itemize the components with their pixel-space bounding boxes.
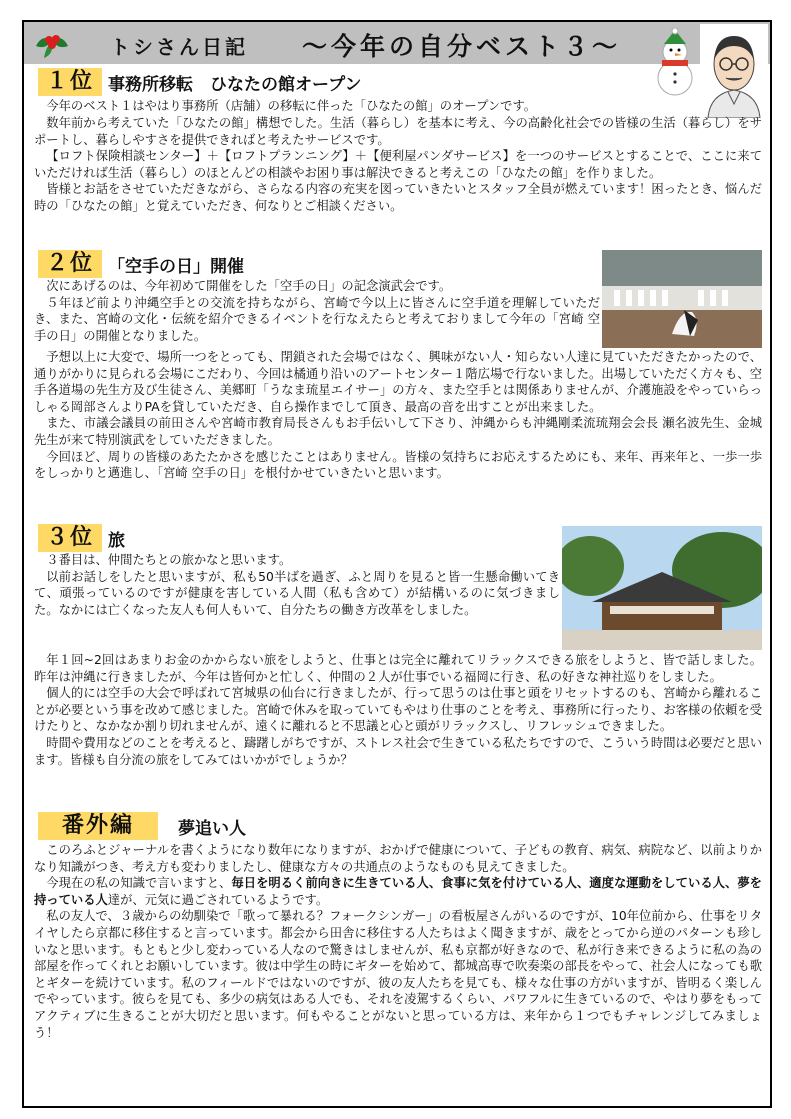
section1-body (34, 98, 634, 115)
section3-body-narrow (34, 552, 560, 618)
paragraph: ５年ほど前より沖縄空手との交流を持ちながら、宮崎で今以上に皆さんに空手道を理解していただき、また、宮崎の文化・伝統を紹介できるイベントを行なえたらと考えておりまして今年の「宮崎 空手の日」の開催となりました。 (34, 295, 600, 343)
author-portrait (700, 24, 768, 118)
rank-badge: ３位 (38, 524, 102, 552)
bold-highlight: 毎日を明るく前向きに生きている人、食事に気を付けている人、適度な運動をしている人、夢を持っている人 (34, 876, 762, 907)
paragraph: 予想以上に大変で、場所一つをとっても、閉鎖された会場ではなく、興味がない人・知らない人達に見ていただきたかったので、通りがかりに見られる会場にこだわり、今回は橘通り沿いのアートセンター１階広場で行ないました。出場していただく方々も、空手各道場の先生方及び生徒さん、美郷町「うなま琉星エイサー」の方々、また空手とは関係ありませんが、介護施設をやっていらっしゃる岡部さんよりPAを貸していただき、自ら操作までして頂き、最高の音を出すことが出来ました。 (34, 350, 762, 414)
section3-body-wide (34, 652, 762, 768)
paragraph: 私の友人で、３歳からの幼馴染で「歌って暴れる？フォークシンガー」の看板屋さんがいるのですが、10年位前から、仕事をリタイヤしたら京都に移住すると言っています。都会から田舎に移住する人たちはよく聞きますが、歳をとってから逆のパターンも珍しいなと思います。もともと少し変わっている人なので驚きはしませんが、私も京都が好きなので、私が行き来できるように私の為の部屋を作ってくれとお願いしています。彼は中学生の時にギターを始めて、都城高専で吹奏楽の部長をやって、社会人になっても歌とギターを続けています。私のフィールドではないのですが、彼の友人たちを見ても、様々な仕事の方がいますが、皆明るく楽しんでやっています。彼らを見ても、多少の病気はある人でも、それを凌駕するくらい、パワフルに生きているので、やはり夢をもってアクティブに生きることが大切だと思います。何もやることがないと思っている方は、来年から１つでもチャレンジしてみましょう！ (34, 909, 762, 1040)
text-span: 達が、元気に過ごされているようです。 (107, 892, 329, 907)
karate-event-photo (602, 250, 762, 348)
snowman-icon (652, 28, 698, 98)
rank-badge: １位 (38, 68, 102, 96)
holly-icon (32, 26, 72, 62)
shrine-photo (562, 526, 762, 650)
rank-badge: 番外編 (38, 812, 158, 840)
section3-heading (38, 524, 125, 552)
paragraph: ３番目は、仲間たちとの旅かなと思います。 (46, 553, 292, 567)
newsletter-page (22, 20, 772, 1108)
paragraph: このろふとジャーナルを書くようになり数年になりますが、おかげで健康について、子どもの教育、病気、病院など、以前よりかなり知識がつき、考え方も変わりましたし、健康な方々の共通点のようなものも見えてきました。 (34, 843, 762, 874)
section-title: 事務所移転 ひなたの館オープン (108, 74, 362, 95)
paragraph: 数年前から考えていた「ひなたの館」構想でした。生活（暮らし）を基本に考え、今の高齢化社会での皆様の生活（暮らし）をサポートし、暮らしやすさを提供できればと考えたサービスです。 (34, 116, 762, 147)
diary-title: トシさん日記 (110, 35, 248, 59)
paragraph-knowledge (34, 875, 762, 908)
paragraph: 個人的には空手の大会で呼ばれて宮城県の仙台に行きましたが、行って思うのは仕事と頭をリセットするのも、宮崎から離れることが必要という事を改めて感じました。宮崎で休みを取っていてもやはり仕事のことを考え、事務所に行ったり、お客様の依頼を受けたりと、なかなか割り切れませんが、遠くに離れると不思議と心と頭がリラックスし、リフレッシュできました。 (34, 686, 762, 734)
paragraph: 皆様とお話をさせていただきながら、さらなる内容の充実を図っていきたいとスタッフ全員が燃えています！困ったとき、悩んだ時の「ひなたの館」と覚えていただき、何なりとご相談ください。 (34, 182, 762, 213)
paragraph: 以前お話しをしたと思いますが、私も50半ばを過ぎ、ふと周りを見ると皆一生懸命働いてきて、頑張っているのですが健康を害している人間（私も含めて）が結構いるのに気づきました。なかには亡くなった友人も何人もいて、自分たちの働き方改革をしました。 (34, 569, 560, 617)
paragraph: 年１回~2回はあまりお金のかからない旅をしようと、仕事とは完全に離れてリラックスできる旅をしようと、皆で話しました。昨年は沖縄に行きましたが、今年は皆何かと忙しく、仲間の２人が仕事でいる福岡に行き、私の好きな神社巡りをしました。 (34, 653, 762, 684)
section-title: 旅 (108, 530, 126, 551)
section2-heading (38, 250, 244, 278)
paragraph: 今回ほど、周りの皆様のあたたかさを感じたことはありません。皆様の気持ちにお応えするためにも、来年、再来年と、一歩一歩をしっかりと邁進し、「宮崎 空手の日」を根付かせていきたいと思います。 (34, 449, 762, 481)
rank-badge: ２位 (38, 250, 102, 278)
section4-heading (38, 812, 246, 840)
paragraph: 【ロフト保険相談センター】＋【ロフトプランニング】＋【便利屋パンダサービス】を一つのサービスとすることで、ここに来ていただければ生活（暮らし）のほとんどの相談やお困り事は解決できると考えこの「ひなたの館」を作りました。 (34, 149, 762, 180)
paragraph: 今年のベスト１はやはり事務所（店舗）の移転に伴った「ひなたの館」のオープンです。 (46, 99, 537, 113)
section2-body-wide (34, 349, 762, 482)
paragraph: 時間や費用などのことを考えると、躊躇しがちですが、ストレス社会で生きている私たちですので、こういう時間は必要だと思います。皆様も自分流の旅をしてみてはいかがでしょうか？ (34, 735, 762, 767)
section1-heading (38, 68, 362, 96)
section1-body-wide (34, 115, 762, 215)
section-title: 「空手の日」開催 (108, 256, 245, 277)
paragraph: また、市議会議員の前田さんや宮崎市教育局長さんもお手伝いして下さり、沖縄からも沖縄剛柔流琉翔会会長 瀬名波先生、金城先生が来て特別演武をしていただきました。 (34, 416, 762, 447)
paragraph: 次にあげるのは、今年初めて開催をした「空手の日」の記念演武会です。 (46, 279, 452, 293)
text-span: 今現在の私の知識で言いますと、 (46, 876, 232, 891)
page-title: ～今年の自分ベスト３～ (302, 32, 622, 61)
section4-body (34, 842, 762, 1041)
section-title: 夢追い人 (178, 818, 247, 839)
section2-body-narrow (34, 278, 600, 344)
